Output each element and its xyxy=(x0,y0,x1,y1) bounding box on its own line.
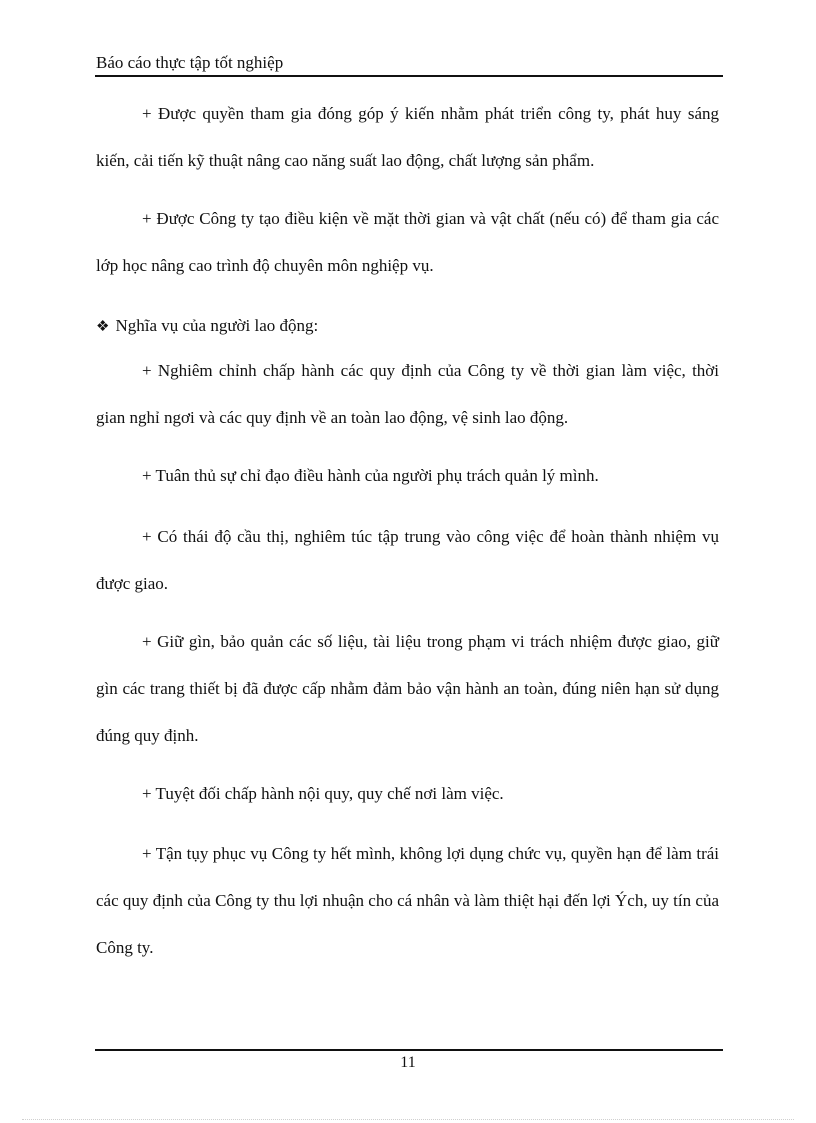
page-bottom-edge xyxy=(22,1119,794,1120)
section-heading-text: Nghĩa vụ của người lao động: xyxy=(115,316,319,335)
header-divider xyxy=(95,75,723,77)
paragraph-duty-preserve-data: + Giữ gìn, bảo quản các số liệu, tài liệu trong phạm vi trách nhiệm được giao, giữ gìn các trang thiết bị đã được cấp nhằm đảm bảo vận hành an toàn, đúng niên hạn sử dụng đúng quy định. xyxy=(96,632,719,745)
paragraph-duty-regulations: + Tuyệt đối chấp hành nội quy, quy chế nơi làm việc. xyxy=(142,784,504,803)
paragraph-duty-attitude: + Có thái độ cầu thị, nghiêm túc tập trung vào công việc để hoàn thành nhiệm vụ được giao. xyxy=(96,527,719,593)
paragraph-duty-follow-direction: + Tuân thủ sự chỉ đạo điều hành của người phụ trách quản lý mình. xyxy=(142,466,599,485)
paragraph-right-training: + Được Công ty tạo điều kiện về mặt thời gian và vật chất (nếu có) để tham gia các lớp học nâng cao trình độ chuyên môn nghiệp vụ. xyxy=(96,209,719,275)
footer-divider xyxy=(95,1049,723,1051)
section-heading xyxy=(96,316,719,336)
paragraph-duty-comply-rules: + Nghiêm chỉnh chấp hành các quy định của Công ty về thời gian làm việc, thời gian nghỉ ngơi và các quy định về an toàn lao động, vệ sinh lao động. xyxy=(96,361,719,427)
page-number: 11 xyxy=(400,1054,416,1071)
paragraph-right-contribute: + Được quyền tham gia đóng góp ý kiến nhằm phát triển công ty, phát huy sáng kiến, cải tiến kỹ thuật nâng cao năng suất lao động, chất lượng sản phẩm. xyxy=(96,104,719,170)
page-header-title: Báo cáo thực tập tốt nghiệp xyxy=(96,53,284,72)
diamond-bullet-icon: ❖ xyxy=(96,319,110,335)
paragraph-duty-dedication: + Tận tụy phục vụ Công ty hết mình, không lợi dụng chức vụ, quyền hạn để làm trái các quy định của Công ty thu lợi nhuận cho cá nhân và làm thiệt hại đến lợi Ých, uy tín của Công ty. xyxy=(96,844,719,957)
